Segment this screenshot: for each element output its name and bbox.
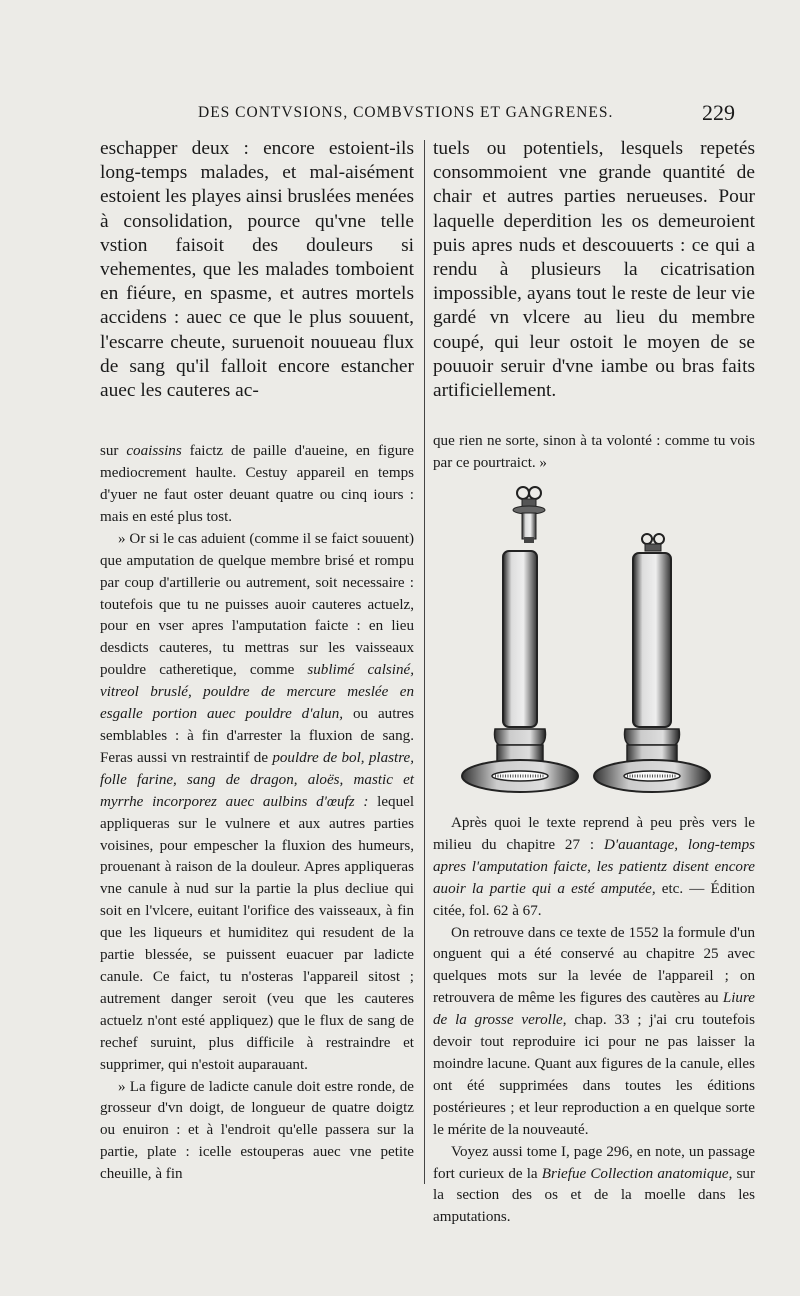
page-header [0, 100, 800, 134]
left-paragraph-3: » La figure de ladicte canule doit estre ronde, de grosseur d'vn doigt, de longueur de quatre doigtz ou enuiron : et à l'endroit qu'elle passera sur la partie, plate : icelle estouperas auec vne petite cheuille, à fin [100, 1078, 414, 1183]
left-paragraph-1: sur coaissins faictz de paille d'aueine, en figure mediocrement haulte. Cestuy appareil en temps d'yuer ne faut oster deuant quatre ou cinq iours : mais en esté plus tost. [100, 443, 414, 525]
right-paragraph-voyez: Voyez aussi tome I, page 296, en note, un passage fort curieux de la Briefue Collection anatomique, sur la section des os et de la moelle dans les amputations. [433, 1143, 755, 1226]
canula-illustration [433, 479, 755, 809]
canula-right-drawing [594, 534, 710, 792]
running-head: DES CONTVSIONS, COMBVSTIONS ET GANGRENES. [198, 104, 614, 121]
right-quote: que rien ne sorte, sinon à ta volonté : comme tu vois par ce pourtraict. » [433, 433, 755, 472]
stopper-drawing [513, 487, 545, 543]
right-paragraph-apres: Après quoi le texte reprend à peu près vers le milieu du chapitre 27 : D'auantage, long-temps apres l'amputation faicte, les patientz disent encore auoir la partie qui a esté amputée, etc. — Édition citée, fol. 62 à 67. [433, 815, 755, 919]
canula-left-drawing [462, 551, 578, 792]
left-column [100, 137, 414, 1186]
right-paragraph-retrouve: On retrouve dans ce texte de 1552 la formule d'un onguent qui a été conservé au chapitre 25 avec quelques mots sur la levée de l'appareil ; on retrouvera de même les figures des cautères au Liure de la grosse verolle, chap. 33 ; j'ai cru toutefois devoir tout reproduire ici pour ne pas laisser la moindre lacune. Quant aux figures de la canule, elles ont été supprimées dans toutes les éditions postérieures ; et leur reproduction a en quelque sorte le mérite de la nouveauté. [433, 924, 755, 1138]
column-divider [424, 140, 425, 1184]
section-break [100, 403, 414, 441]
right-column [433, 137, 755, 1229]
right-large-text: tuels ou potentiels, lesquels repetés consommoient vne grande quantité de chair et autres parties nerueuses. Pour laquelle deperdition les os demeuroient puis apres nuds et descouuerts : ce qui a rendu à plusieurs la cicatrisation impossible, ayans tout le reste de leur vie gardé vn vlcere au lieu du membre coupé, qui leur ostoit le moyen de se pouuoir seruir d'vne iambe ou bras faits artificiellement. [433, 138, 755, 402]
section-break [433, 403, 755, 431]
left-large-text: eschapper deux : encore estoient-ils long-temps malades, et mal-aisément estoient les playes ainsi bruslées menées à consolidation, pource qu'vne telle vstion faisoit des douleurs si vehementes, que les malades tomboient en fiéure, en spasme, et autres mortels accidens : auec ce que le plus souuent, l'escarre cheute, suruenoit nouueau flux de sang qu'il falloit encore estancher auec les cauteres ac- [100, 138, 414, 402]
left-paragraph-2: » Or si le cas aduient (comme il se faict souuent) que amputation de quelque membre brisé et rompu par coup d'artillerie ou autrement, soit necessaire : toutefois que tu ne puisses auoir cauteres actuelz, pour en vser apres l'amputation faicte : en lieu desdicts cauteres, tu mettras sur les vaisseaux pouldre catheretique, comme sublimé calsiné, vitreol bruslé, pouldre de mercure meslée en esgalle portion auec pouldre d'alun, ou autres semblables : à fin d'arrester la fluxion de sang. Feras aussi vn restraintif de pouldre de bol, plastre, folle farine, sang de dragon, aloës, mastic et myrrhe incorporez auec aulbins d'œufz : lequel appliqueras sur le vulnere et aux autres parties voisines, pour empescher la fluxion des humeurs, prouenant à raison de la douleur. Apres appliqueras vne canule à nud sur la partie la plus decliue qui soit en l'vlcere, euitant l'orifice des vaisseaux, à fin que les liqueurs et humiditez qui resudent de la partie blessée, se puissent euacuer par ladicte canule. Ce faict, tu n'osteras l'appareil sitost ; autrement danger seroit (veu que les cauteres actuelz n'ont esté appliquez) que le flux de sang de rechef suruint, plus difficile à restraindre et supprimer, qui n'estoit auparauant. [100, 530, 415, 1073]
canula-figure [433, 479, 755, 809]
page-number: 229 [702, 100, 735, 125]
